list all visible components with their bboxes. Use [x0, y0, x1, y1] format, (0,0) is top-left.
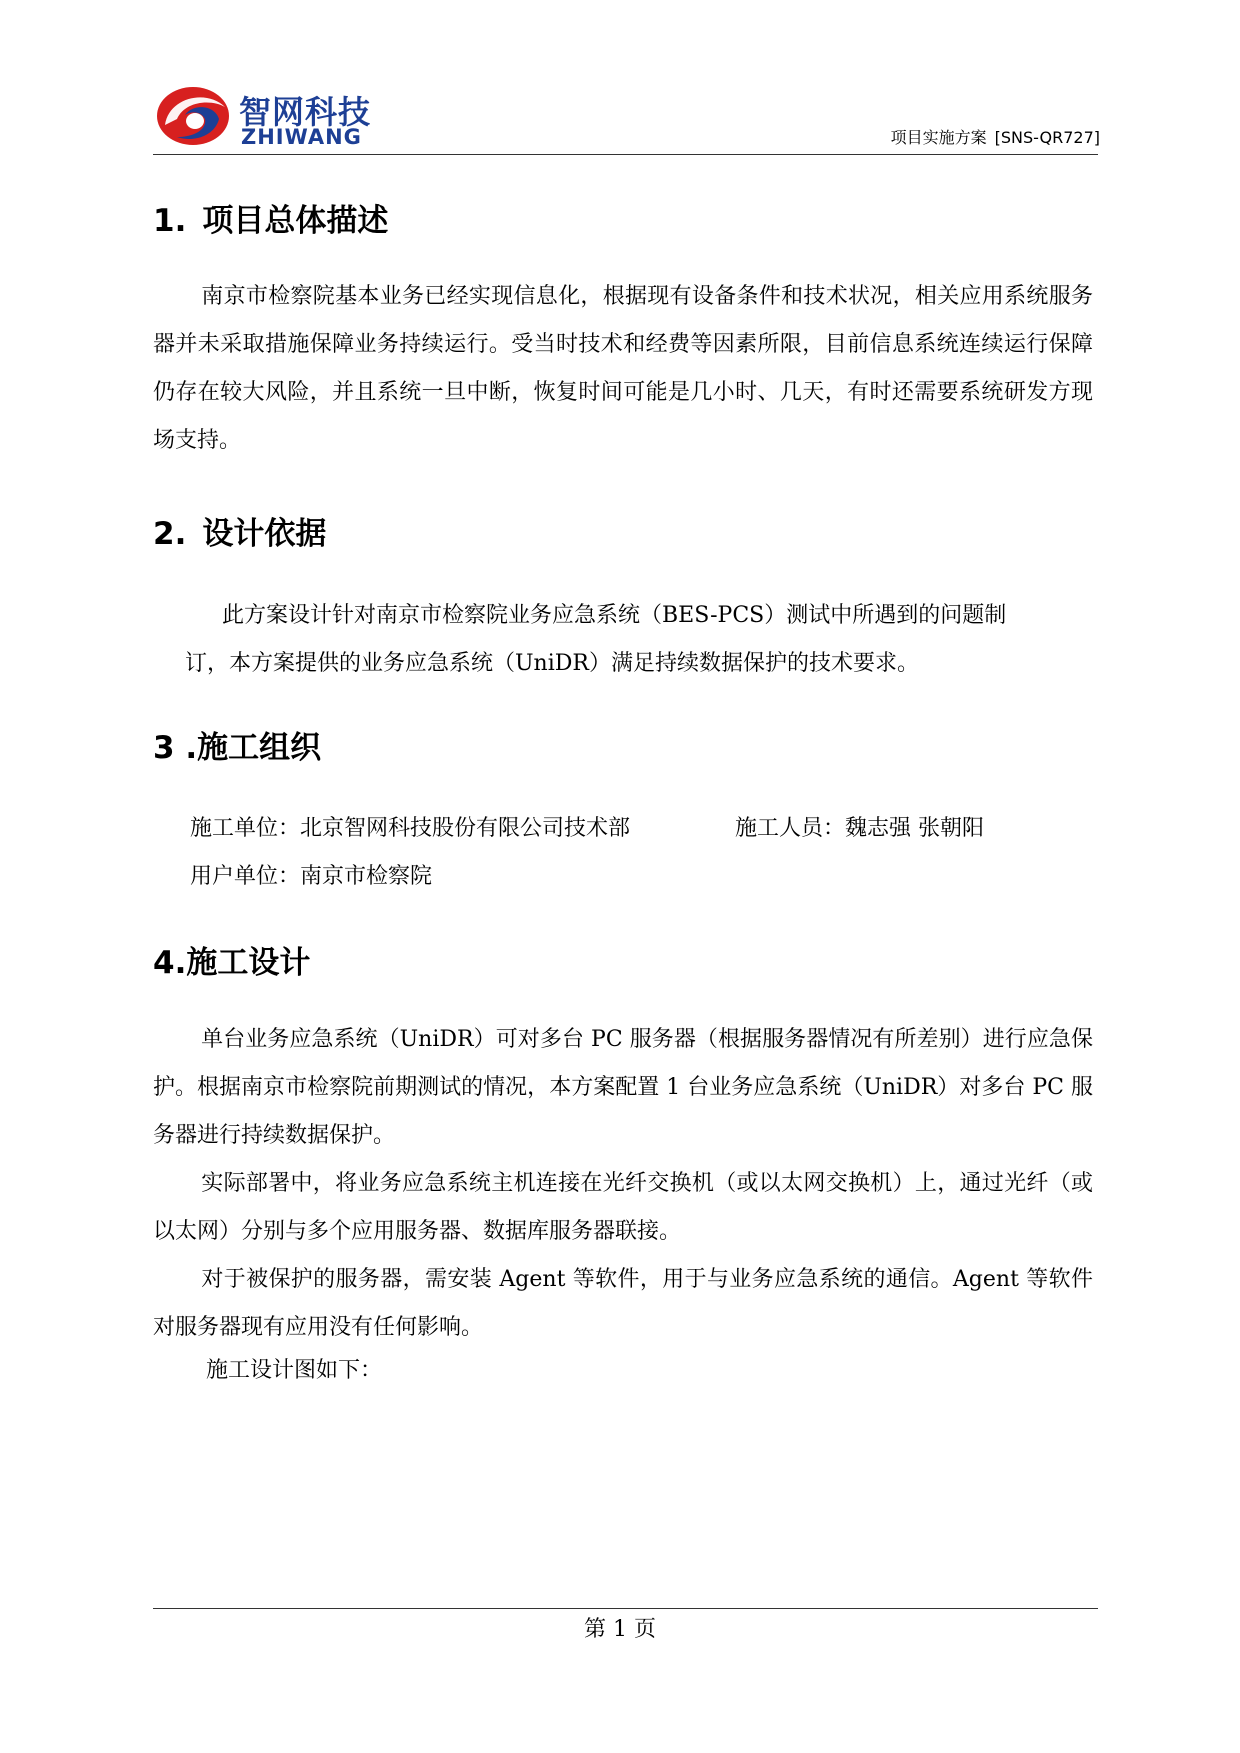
footer-rule — [153, 1608, 1098, 1609]
company-logo — [155, 85, 395, 155]
header-rule — [153, 154, 1098, 155]
section-1-heading — [153, 195, 388, 240]
section-4-paragraph-4: 施工设计图如下： — [206, 1358, 383, 1383]
section-1-paragraph: 南京市检察院基本业务已经实现信息化，根据现有设备条件和技术状况，相关应用系统服务器并未采取措施保障业务持续运行。受当时技术和经费等因素所限，目前信息系统连续运行保障仍存在较大风险，并且系统一旦中断，恢复时间可能是几小时、几天，有时还需要系统研发方现场支持。 — [153, 284, 1093, 453]
user-unit: 用户单位：南京市检察院 — [190, 864, 433, 889]
doc-code: [SNS-QR727] — [994, 128, 1100, 147]
section-4-number: 4. — [153, 945, 187, 981]
logo-swirl-icon — [155, 85, 235, 147]
section-1-number: 1. — [153, 203, 187, 239]
section-2-line-2: 订，本方案提供的业务应急系统（UniDR）满足持续数据保护的技术要求。 — [185, 651, 919, 676]
section-2-number: 2. — [153, 516, 187, 552]
section-4-heading — [153, 937, 310, 982]
logo-chinese-name: 智网科技 — [239, 93, 372, 131]
section-2-heading — [153, 508, 326, 553]
section-4-title: 施工设计 — [186, 945, 311, 981]
section-2-line-1: 此方案设计针对南京市检察院业务应急系统（BES-PCS）测试中所遇到的问题制 — [222, 603, 1007, 628]
section-3-number: 3 . — [153, 730, 198, 766]
section-2-title: 设计依据 — [202, 516, 327, 552]
section-3-heading — [153, 722, 321, 767]
section-3-title: 施工组织 — [197, 730, 322, 766]
doc-title: 项目实施方案 — [890, 128, 987, 147]
page-number: 第 1 页 — [584, 1617, 656, 1642]
logo-english-name: ZHIWANG — [241, 125, 362, 149]
section-1-title: 项目总体描述 — [202, 203, 389, 239]
construction-unit: 施工单位：北京智网科技股份有限公司技术部 — [190, 816, 631, 841]
section-4-paragraph-2: 实际部署中，将业务应急系统主机连接在光纤交换机（或以太网交换机）上，通过光纤（或以太网）分别与多个应用服务器、数据库服务器联接。 — [153, 1171, 1093, 1244]
header-doc-info — [891, 125, 1100, 148]
section-4-paragraph-1: 单台业务应急系统（UniDR）可对多台 PC 服务器（根据服务器情况有所差别）进行应急保护。根据南京市检察院前期测试的情况，本方案配置 1 台业务应急系统（UniDR）对多台 PC 服务器进行持续数据保护。 — [153, 1027, 1093, 1148]
section-4-paragraph-3: 对于被保护的服务器，需安装 Agent 等软件，用于与业务应急系统的通信。Agent 等软件对服务器现有应用没有任何影响。 — [153, 1267, 1093, 1340]
construction-staff: 施工人员：魏志强 张朝阳 — [735, 816, 984, 841]
